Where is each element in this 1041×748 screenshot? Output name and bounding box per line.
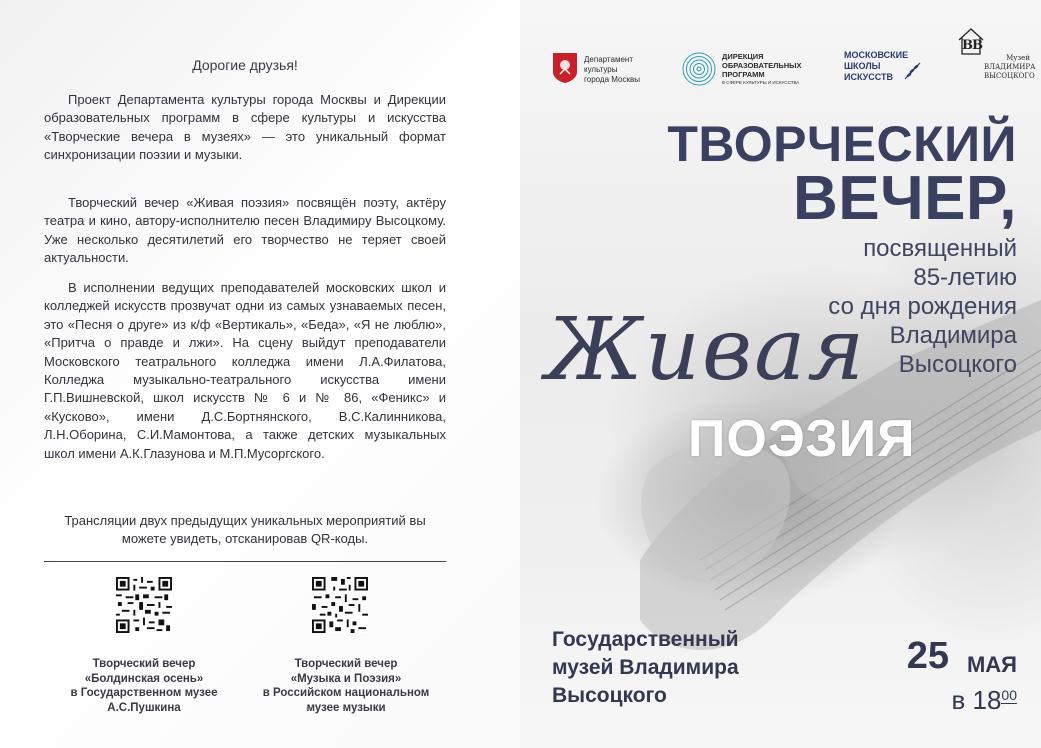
moscow-coat-of-arms-icon — [552, 52, 578, 84]
qr-caption-boldino: Творческий вечер «Болдинская осень» в Государственном музее А.С.Пушкина — [70, 658, 218, 714]
info-panel — [0, 0, 520, 748]
script-title-word: Живая — [546, 300, 867, 400]
broadcast-note: Трансляции двух предыдущих уникальных мероприятий вы можете увидеть, отсканировав QR-коды. — [64, 513, 426, 546]
event-time: в $18^{00}$ — [951, 685, 1017, 715]
concentric-circles-icon — [682, 52, 716, 86]
title-line-1: ТВОРЧЕСКИЙ — [667, 116, 1017, 172]
moscow-art-schools-logo: МОСКОВСКИЕ ШКОЛЫ ИСКУССТВ — [844, 50, 934, 90]
qr-code-music[interactable] — [312, 577, 368, 633]
poster-panel — [520, 0, 1041, 748]
performers-paragraph: В исполнении ведущих преподавателей московских школ и колледжей искусств прозвучат одни из самых узнаваемых песен, это «Песня о друге» из к/ф «Вертикаль», «Беда», «Я не люблю», «Притча о правде и лжи». На сцену выйдут преподаватели Московского театрального колледжа имени Л.А.Филатова, Колледжа музыкально-театрального искусства имени Г.П.Вишневской, школ искусств № 6 и № 86, «Феникс» и «Кусково», имени Д.С.Бортнянского, В.С.Калинникова, Л.Н.Оборина, С.И.Мамонтова, а также детских музыкальных школ имени А.К.Глазунова и М.П.Мусоргского. — [44, 280, 446, 461]
event-date-month: МАЯ — [966, 652, 1017, 677]
title-line-2: ВЕЧЕР, — [792, 164, 1017, 233]
event-paragraph: Творческий вечер «Живая поэзия» посвящён поэту, актёру театра и кино, автору-исполнителю песен Владимиру Высоцкому. Уже несколько десятилетий его творчество не теряет своей актуальности. — [44, 195, 446, 266]
leaf-branch-icon — [902, 60, 924, 82]
greeting-heading: Дорогие друзья! — [192, 57, 298, 73]
event-date-day: 25 — [906, 635, 949, 677]
moscow-culture-dept-logo: Департамент культуры города Москвы — [552, 52, 652, 88]
subtitle: посвященный 85-летию со дня рождения Владимира Высоцкого — [828, 235, 1017, 378]
poetry-title-word: ПОЭЗИЯ — [688, 410, 916, 468]
divider — [44, 561, 446, 562]
intro-paragraph: Проект Департамента культуры города Москвы и Дирекции образовательных программ в сфере культуры и искусства «Творческие вечера в музеях» — это уникальный формат синхронизации поэзии и музыки. — [44, 92, 446, 163]
venue-name: Государственный музей Владимира Высоцкого — [552, 628, 739, 707]
directorate-logo: ДИРЕКЦИЯ ОБРАЗОВАТЕЛЬНЫХ ПРОГРАММ В СФЕРЕ КУЛЬТУРЫ И ИСКУССТВА — [682, 50, 822, 90]
qr-caption-music: Творческий вечер «Музыка и Поэзия» в Российском национальном музее музыки — [262, 658, 430, 714]
vysotsky-museum-logo: ВВ Музей ВЛАДИМИРА ВЫСОЦКОГО — [956, 26, 1026, 88]
qr-code-boldino[interactable] — [116, 577, 172, 633]
museum-mark: ВВ — [962, 38, 982, 53]
